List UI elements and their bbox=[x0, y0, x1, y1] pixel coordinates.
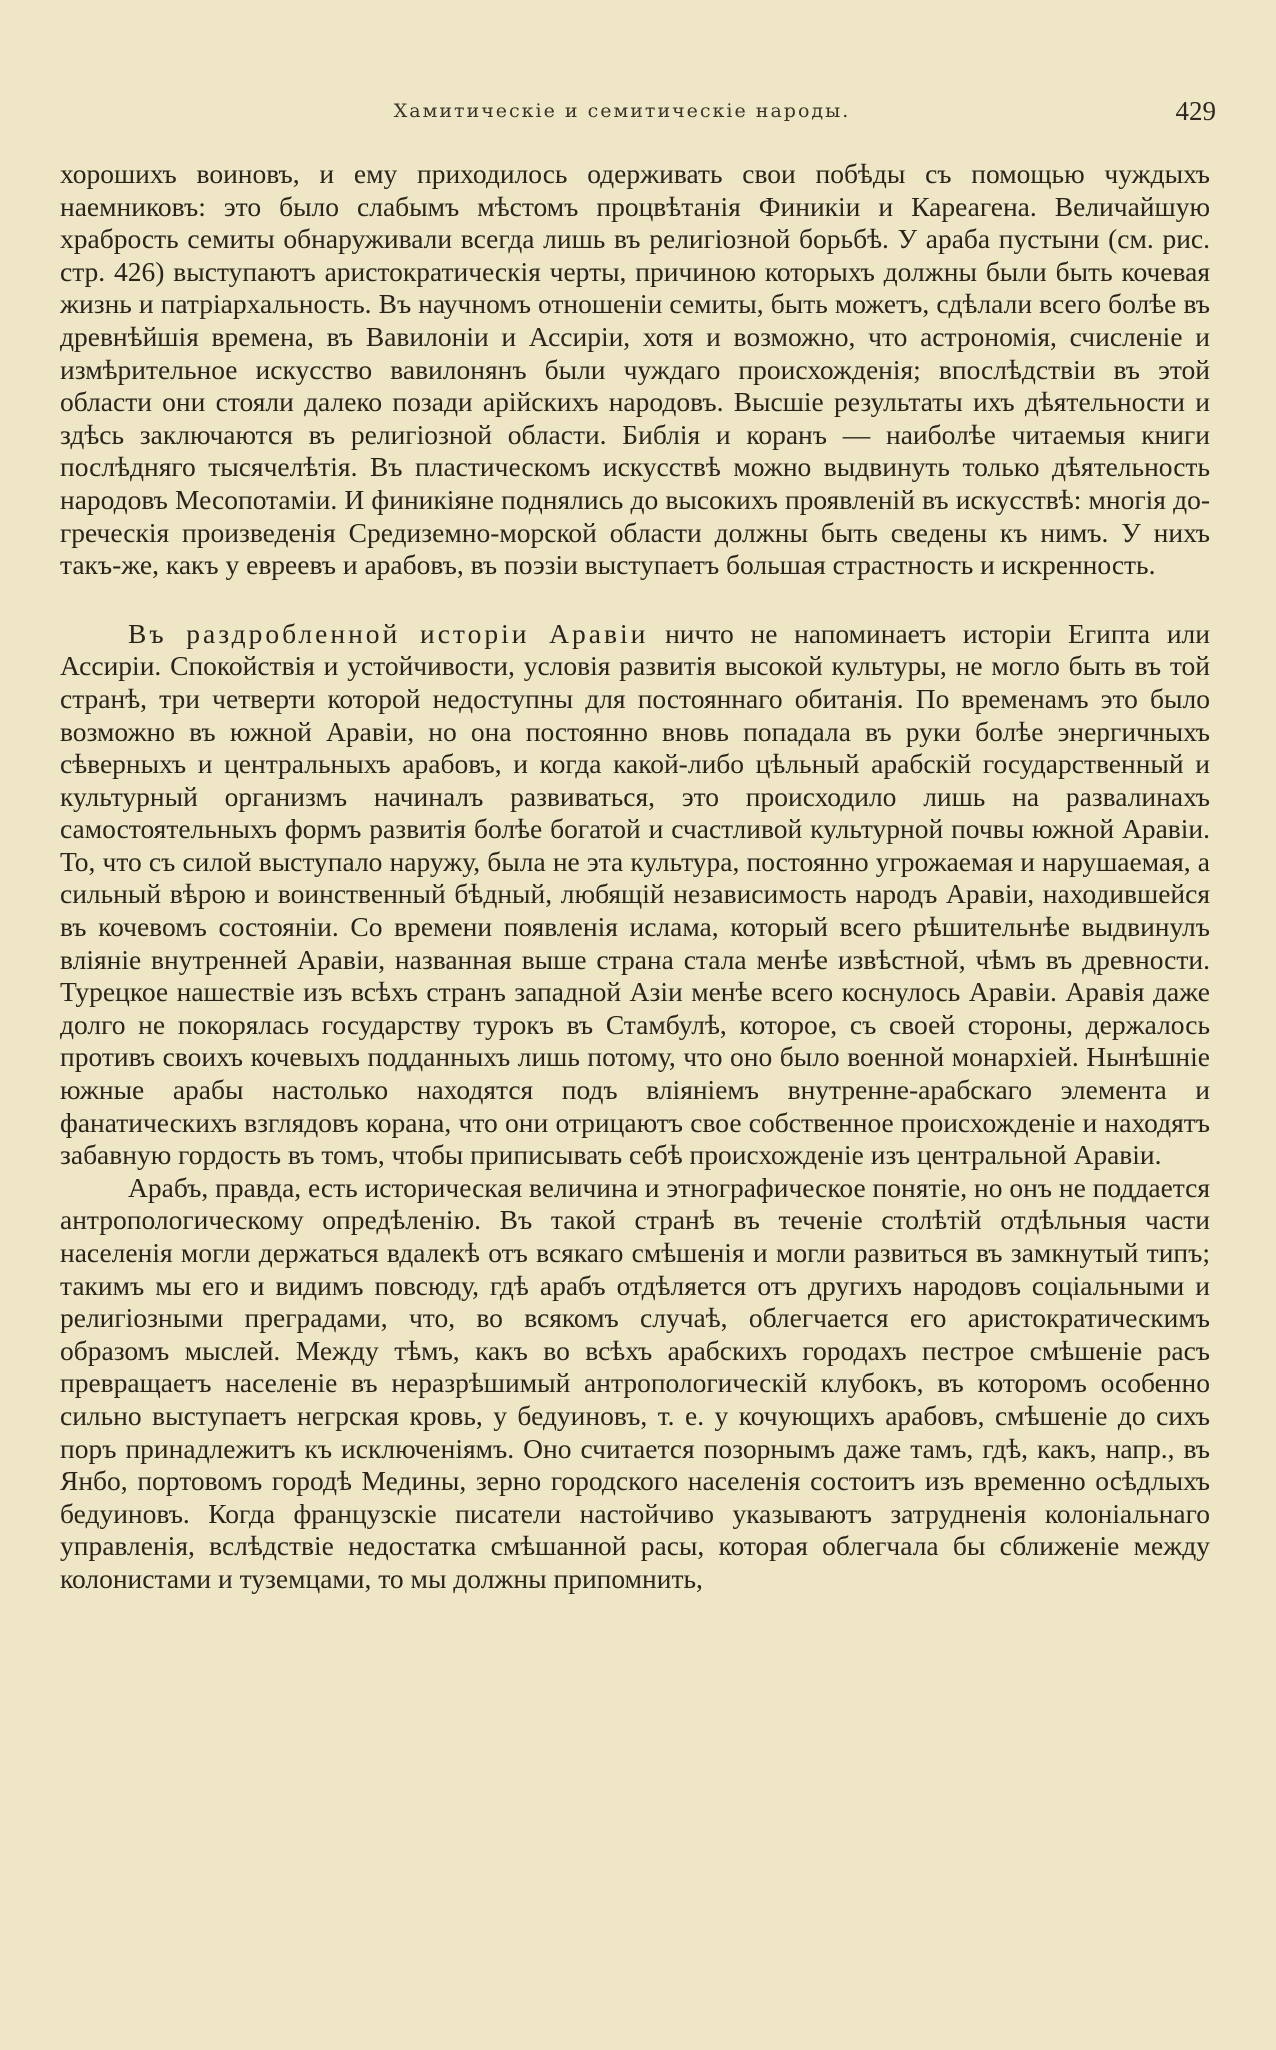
running-title: Хамитическіе и семитическіе народы. bbox=[393, 100, 851, 122]
paragraph-1-text: хорошихъ воиновъ, и ему приходилось одерживать свои побѣды съ помощью чуждыхъ наемниковъ: это было слабымъ мѣстомъ процвѣтанія Финикіи и Кареагена. Величайшую храбрость семиты обнаруживали всегда лишь въ религіозной борьбѣ. У араба пустыни (см. рис. стр. 426) выступаютъ аристократическія черты, причиною которыхъ должны были быть кочевая жизнь и патріархальность. Въ научномъ отношеніи семиты, быть можетъ, сдѣлали всего болѣе въ древнѣйшія времена, въ Вавилоніи и Ассиріи, хотя и возможно, что астрономія, счисленіе и измѣрительное искусство вавилонянъ были чуждаго происхожденія; впослѣдствіи въ этой области они стояли далеко позади арійскихъ народовъ. Высшіе результаты ихъ дѣятельности и здѣсь заключаются въ религіозной области. Библія и коранъ — наиболѣе читаемыя книги послѣдняго тысячелѣтія. Въ пластическомъ искусствѣ можно выдвинуть только дѣятельность народовъ Месопотаміи. И финикіяне поднялись до высокихъ проявленій въ искусствѣ: многія до-греческія произведенія Средиземно-морской области должны быть сведены къ нимъ. У нихъ такъ-же, какъ у евреевъ и арабовъ, въ поэзіи выступаетъ большая страстность и искренность. bbox=[60, 158, 1210, 581]
body-text bbox=[60, 158, 1210, 1596]
paragraph-2-text: ничто не напоминаетъ исторіи Египта или Ассиріи. Спокойствія и устойчивости, условія развитія высокой культуры, не могло быть въ той странѣ, три четверти которой недоступны для постояннаго обитанія. По временамъ это было возможно въ южной Аравіи, но она постоянно вновь попадала въ руки болѣе энергичныхъ сѣверныхъ и центральныхъ арабовъ, и когда какой-либо цѣльный арабскій государственный и культурный организмъ начиналъ развиваться, это происходило лишь на развалинахъ самостоятельныхъ формъ развитія болѣе богатой и счастливой культурной почвы южной Аравіи. То, что съ силой выступало наружу, была не эта культура, постоянно угрожаемая и нарушаемая, а сильный вѣрою и воинственный бѣдный, любящій независимость народъ Аравіи, находившейся въ кочевомъ состояніи. Со времени появленія ислама, который всего рѣшительнѣе выдвинулъ вліяніе внутренней Аравіи, названная выше страна стала менѣе извѣстной, чѣмъ въ древности. Турецкое нашествіе изъ всѣхъ странъ западной Азіи менѣе всего коснулось Аравіи. Аравія даже долго не покорялась государству турокъ въ Стамбулѣ, которое, съ своей стороны, держалось противъ своихъ кочевыхъ подданныхъ лишь потому, что оно было военной монархіей. Нынѣшніе южные арабы настолько находятся подъ вліяніемъ внутренне-арабскаго элемента и фанатическихъ взглядовъ корана, что они отрицаютъ свое собственное происхожденіе и находятъ забавную гордость въ томъ, чтобы приписывать себѣ происхожденіе изъ центральной Аравіи. bbox=[60, 617, 1210, 1171]
paragraph-1 bbox=[60, 158, 1210, 582]
paragraph-3-text: Арабъ, правда, есть историческая величина и этнографическое понятіе, но онъ не поддается антропологическому опредѣленію. Въ такой странѣ въ теченіе столѣтій отдѣльныя части населенія могли держаться вдалекѣ отъ всякаго смѣшенія и могли развиться въ замкнутый типъ; такимъ мы его и видимъ повсюду, гдѣ арабъ отдѣляется отъ другихъ народовъ соціальными и религіозными преградами, что, во всякомъ случаѣ, облегчается его аристократическимъ образомъ мыслей. Между тѣмъ, какъ во всѣхъ арабскихъ городахъ пестрое смѣшеніе расъ превращаетъ населеніе въ неразрѣшимый антропологическій клубокъ, въ которомъ особенно сильно выступаетъ негрская кровь, у бедуиновъ, т. е. у кочующихъ арабовъ, смѣшеніе до сихъ поръ принадлежитъ къ исключеніямъ. Оно считается позорнымъ даже тамъ, гдѣ, какъ, напр., въ Янбо, портовомъ городѣ Медины, зерно городского населенія состоитъ изъ временно осѣдлыхъ бедуиновъ. Когда французскіе писатели настойчиво указываютъ затрудненія колоніальнаго управленія, вслѣдствіе недостатка смѣшанной расы, которая облегчала бы сближеніе между колонистами и туземцами, то мы должны припомнить, bbox=[60, 1171, 1210, 1594]
page-number: 429 bbox=[1175, 96, 1216, 126]
paragraph-2 bbox=[60, 618, 1210, 1172]
paragraph-3 bbox=[60, 1172, 1210, 1596]
paragraph-2-lead: Въ раздробленной исторіи Аравіи bbox=[128, 617, 649, 649]
